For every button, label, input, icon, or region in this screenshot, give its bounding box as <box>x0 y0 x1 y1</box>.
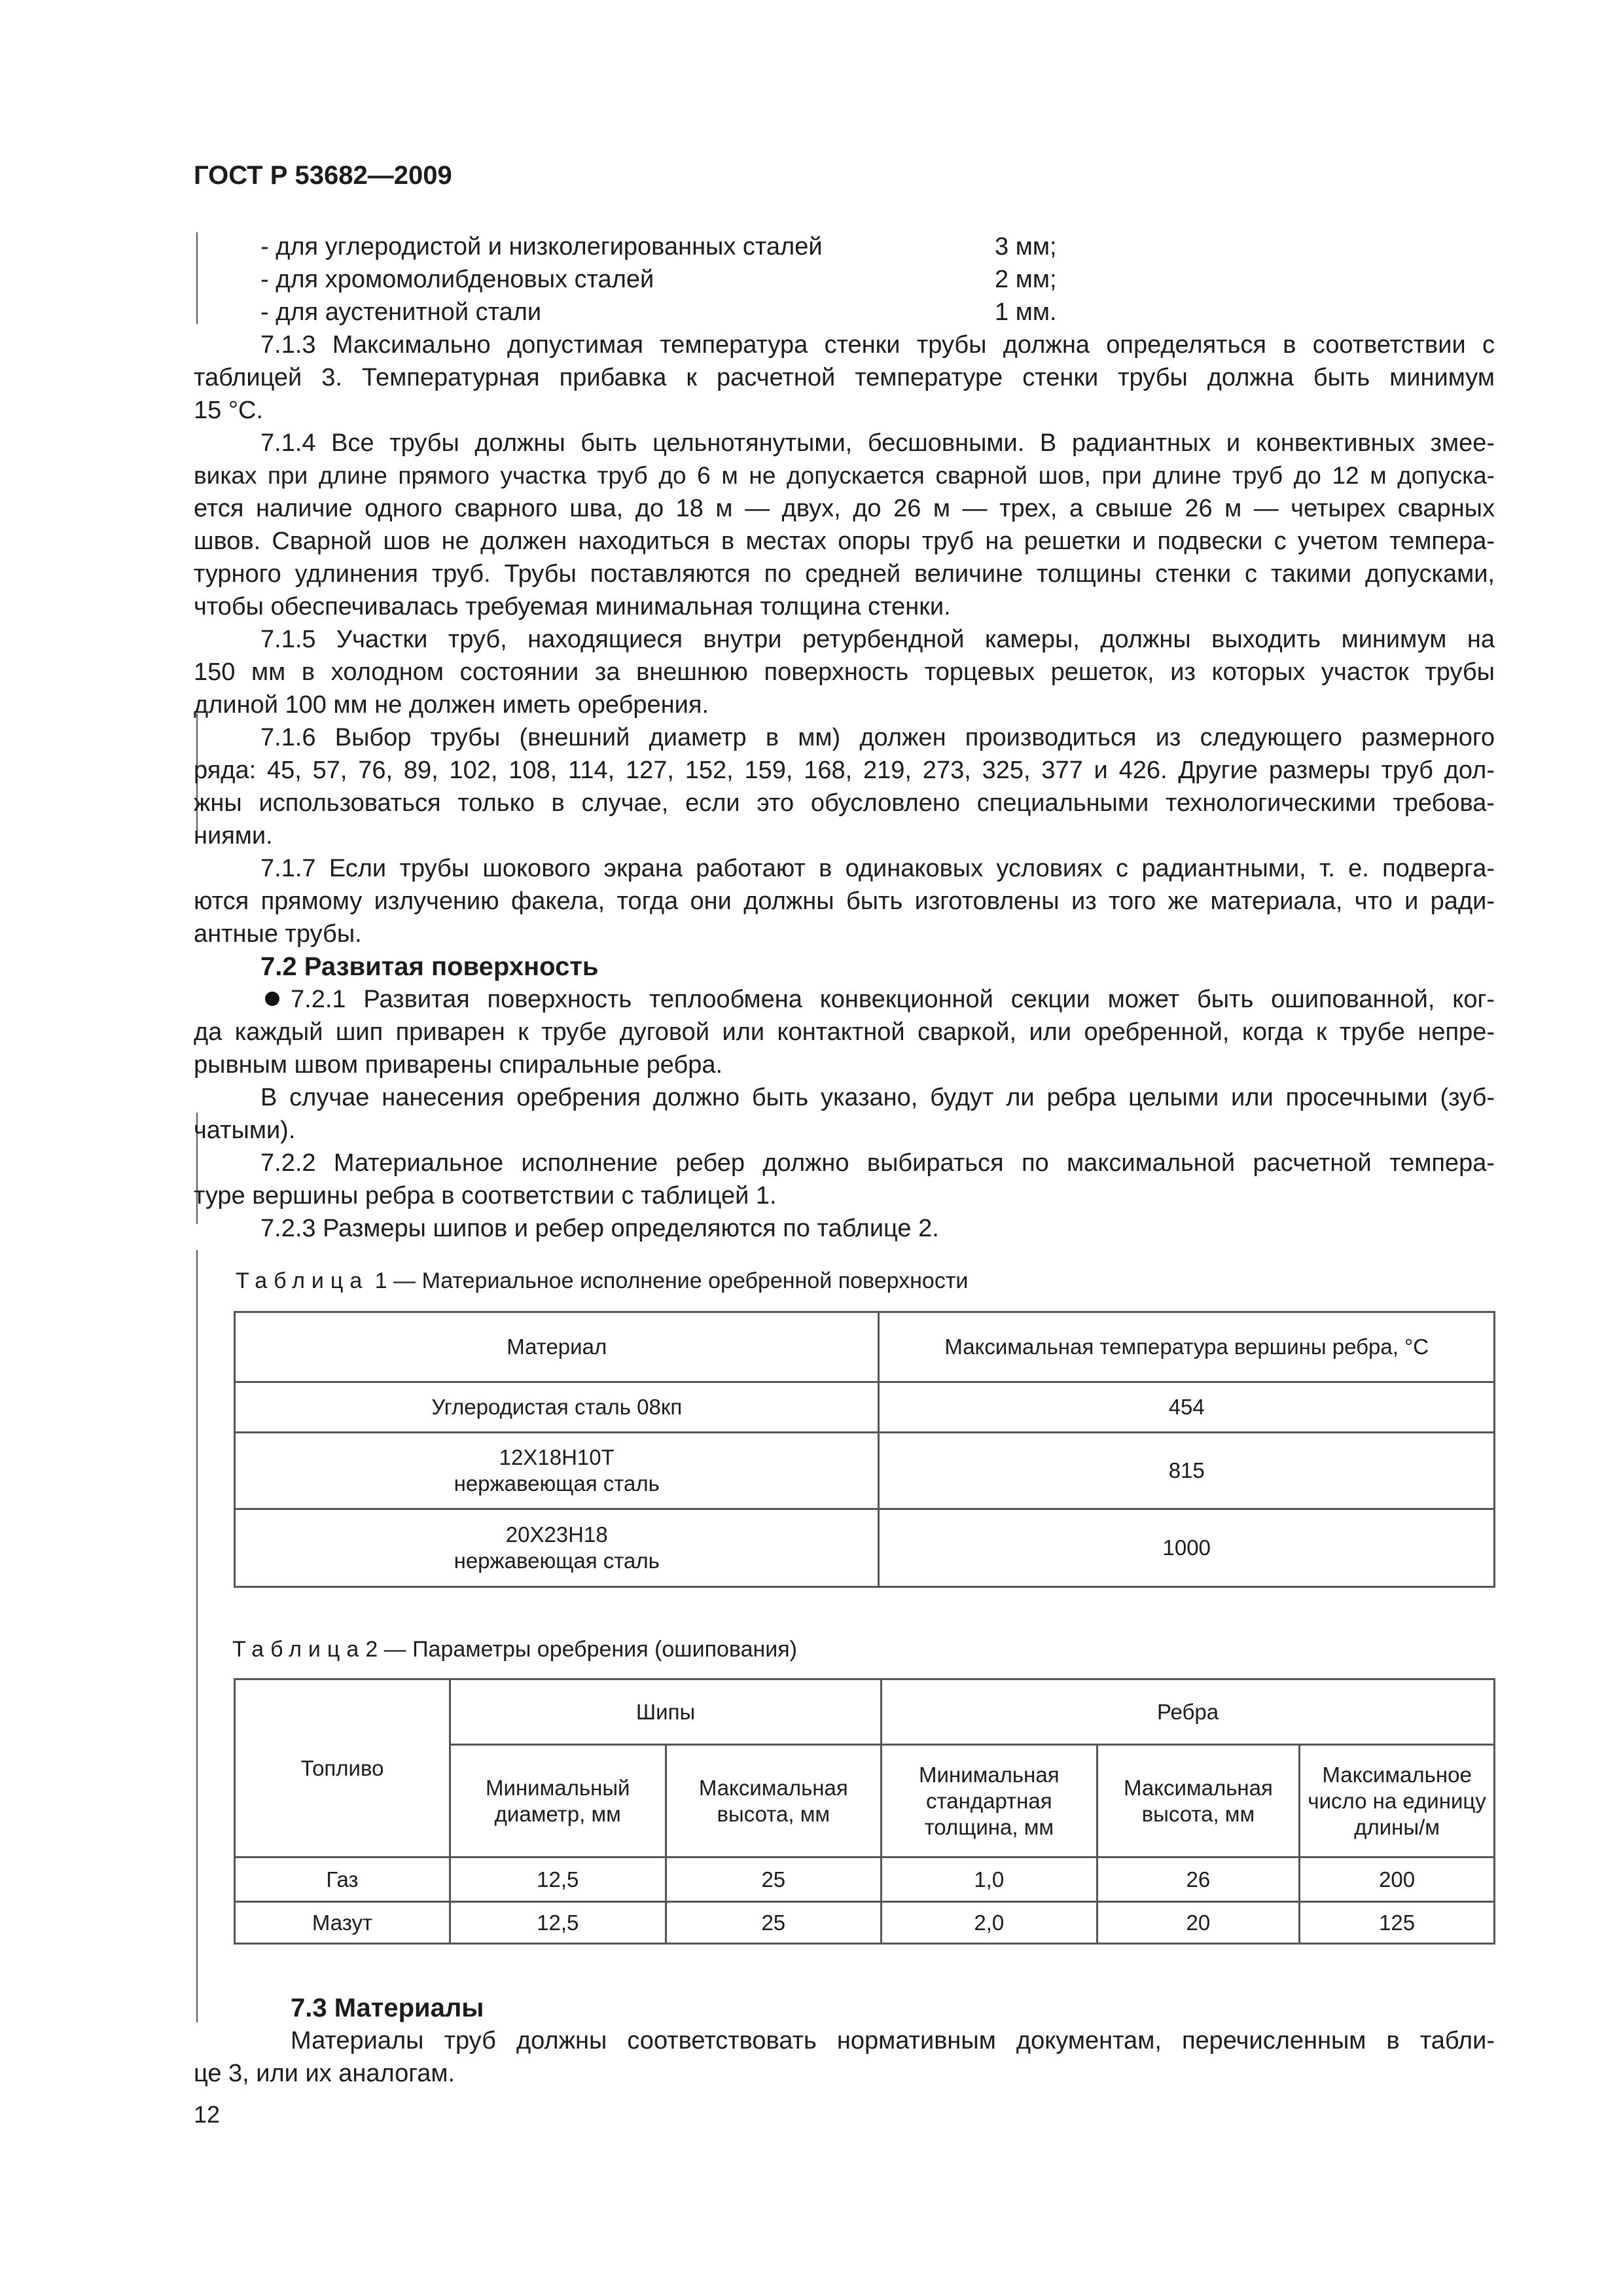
table2 <box>234 1678 1495 1945</box>
table2-cell: 1,0 <box>882 1857 1097 1902</box>
document-code: ГОСТ Р 53682—2009 <box>194 161 452 190</box>
text-line: Материалы труб должны соответствовать нормативным документам, перечисленным в табли- <box>291 2027 1495 2054</box>
table2-caption <box>232 1635 797 1664</box>
table1-caption <box>236 1266 968 1295</box>
table1-cell: 815 <box>879 1433 1495 1509</box>
text-line: ниями. <box>194 822 273 850</box>
text-line: 150 мм в холодном состоянии за внешнюю поверхность торцевых решеток, из которых участок трубы <box>194 658 1495 686</box>
text-line: 7.2.1 Развитая поверхность теплообмена конвекционной секции может быть ошипованной, ког- <box>291 986 1495 1013</box>
table2-group-spikes: Шипы <box>450 1679 882 1745</box>
text-line: 7.1.6 Выбор трубы (внешний диаметр в мм) должен производиться из следующего размерного <box>260 724 1495 751</box>
change-bar <box>196 232 198 324</box>
text-line: турного удлинения труб. Трубы поставляются по средней величине толщины стенки с такими допусками, <box>194 560 1495 588</box>
table2-cell: 26 <box>1097 1857 1300 1902</box>
text-line: В случае нанесения оребрения должно быть указано, будут ли ребра целыми или просечными (зуб- <box>260 1084 1495 1111</box>
bullet-marker-icon <box>265 992 279 1006</box>
text-line: виках при длине прямого участка труб до 6 м не допускается сварной шов, при длине труб до 12 м допуска- <box>194 462 1495 489</box>
tolerance-label: - для углеродистой и низколегированных сталей <box>260 233 823 260</box>
table2-cell: 25 <box>666 1857 882 1902</box>
table1-cell: Углеродистая сталь 08кп <box>235 1382 879 1433</box>
tolerance-value: 1 мм. <box>995 298 1057 326</box>
table2-cell: 200 <box>1300 1857 1495 1902</box>
table2-subheader: Минимальная стандартная толщина, мм <box>882 1745 1097 1857</box>
text-line: ются прямому излучению факела, тогда они должны быть изготовлены из того же материала, что и ради- <box>194 888 1495 915</box>
section-heading-7-3: 7.3 Материалы <box>291 1994 484 2022</box>
text-line: це 3, или их аналогам. <box>194 2060 455 2087</box>
table2-cell: Газ <box>235 1857 450 1902</box>
table2-group-fins: Ребра <box>882 1679 1495 1745</box>
table2-subheader: Максимальное число на единицу длины/м <box>1300 1745 1495 1857</box>
table2-subheader: Максимальная высота, мм <box>1097 1745 1300 1857</box>
text-line: жны использоваться только в случае, если это обусловлено специальными технологическими требова- <box>194 789 1495 817</box>
tolerance-value: 3 мм; <box>995 233 1057 260</box>
table1-header: Максимальная температура вершины ребра, °С <box>879 1312 1495 1382</box>
text-line: 7.2.2 Материальное исполнение ребер должно выбираться по максимальной расчетной темпера- <box>260 1149 1495 1177</box>
change-bar <box>196 1250 198 2022</box>
text-line: 7.1.3 Максимально допустимая температура стенки трубы должна определяться в соответствии с <box>260 331 1495 359</box>
table2-cell: 25 <box>666 1902 882 1944</box>
text-line: таблицей 3. Температурная прибавка к расчетной температуре стенки трубы должна быть минимум <box>194 364 1495 391</box>
table1-header: Материал <box>235 1312 879 1382</box>
caption-word: Таблица <box>232 1637 366 1662</box>
table1 <box>234 1311 1495 1588</box>
page-number: 12 <box>194 2101 221 2128</box>
table2-cell: 12,5 <box>450 1902 666 1944</box>
text-line: 7.1.4 Все трубы должны быть цельнотянутыми, бесшовными. В радиантных и конвективных змее- <box>260 429 1495 457</box>
table1-cell: 454 <box>879 1382 1495 1433</box>
table2-cell: 12,5 <box>450 1857 666 1902</box>
tolerance-label: - для аустенитной стали <box>260 298 542 326</box>
caption-text: 1 — Материальное исполнение оребренной поверхности <box>374 1268 969 1293</box>
table2-subheader: Минимальный диаметр, мм <box>450 1745 666 1857</box>
section-heading-7-2: 7.2 Развитая поверхность <box>260 952 599 981</box>
table2-cell: 125 <box>1300 1902 1495 1944</box>
table2-subheader: Максимальная высота, мм <box>666 1745 882 1857</box>
text-line: да каждый шип приварен к трубе дуговой или контактной сваркой, или оребренной, когда к трубе непре- <box>194 1018 1495 1046</box>
table2-cell: Мазут <box>235 1902 450 1944</box>
text-line: ется наличие одного сварного шва, до 18 м — двух, до 26 м — трех, а свыше 26 м — четырех сварных <box>194 495 1495 522</box>
text-line: 7.1.7 Если трубы шокового экрана работают в одинаковых условиях с радиантными, т. е. подверга- <box>260 855 1495 882</box>
text-line: длиной 100 мм не должен иметь оребрения. <box>194 691 709 719</box>
text-line: швов. Сварной шов не должен находиться в местах опоры труб на решетки и подвески с учетом темпера- <box>194 528 1495 555</box>
caption-word: Таблица <box>236 1268 369 1293</box>
text-line: антные трубы. <box>194 920 362 948</box>
table2-header-fuel: Топливо <box>235 1679 450 1857</box>
table2-cell: 20 <box>1097 1902 1300 1944</box>
tolerance-value: 2 мм; <box>995 266 1057 293</box>
text-line: ряда: 45, 57, 76, 89, 102, 108, 114, 127, 152, 159, 168, 219, 273, 325, 377 и 426. Другие размеры труб дол- <box>194 757 1495 784</box>
table1-cell: 1000 <box>879 1509 1495 1587</box>
text-line: чатыми). <box>194 1117 296 1144</box>
table1-cell: 20Х23Н18 нержавеющая сталь <box>235 1509 879 1587</box>
text-line: туре вершины ребра в соответствии с таблицей 1. <box>194 1182 777 1210</box>
table1-cell: 12Х18Н10Т нержавеющая сталь <box>235 1433 879 1509</box>
table2-cell: 2,0 <box>882 1902 1097 1944</box>
paragraph-7-2-3: 7.2.3 Размеры шипов и ребер определяются по таблице 2. <box>260 1215 939 1242</box>
text-line: чтобы обеспечивалась требуемая минимальная толщина стенки. <box>194 593 951 620</box>
caption-text: 2 — Параметры оребрения (ошипования) <box>365 1637 797 1662</box>
text-line: рывным швом приварены спиральные ребра. <box>194 1051 723 1079</box>
tolerance-label: - для хромомолибденовых сталей <box>260 266 654 293</box>
text-line: 15 °С. <box>194 397 264 424</box>
text-line: 7.1.5 Участки труб, находящиеся внутри ретурбендной камеры, должны выходить минимум на <box>260 626 1495 653</box>
